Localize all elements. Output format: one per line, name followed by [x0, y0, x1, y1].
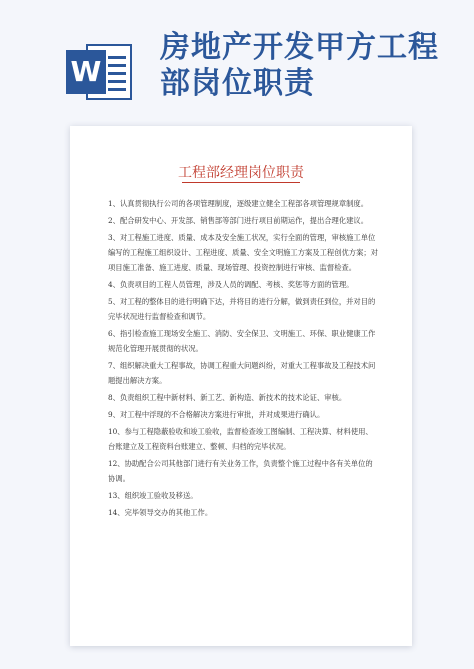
- document-page: [70, 126, 412, 646]
- header: [0, 0, 474, 120]
- duty-item: 14、完毕领导交办的其他工作。: [108, 508, 213, 517]
- duty-item: 4、负责项目的工程人员管理，涉及人员的调配、考核、奖惩等方面的管理。: [108, 280, 354, 289]
- duty-item: 12、协助配合公司其他部门进行有关业务工作，负责整个施工过程中各有关单位的协调。: [108, 459, 373, 483]
- title-underline: [182, 182, 300, 183]
- duty-item: 10、参与工程隐蔽验收和竣工验收，监督检查竣工图编制、工程决算、材料使用、台账建立及工程资料台账建立、整顿、归档的完毕状况。: [108, 427, 373, 451]
- document-title: 工程部经理岗位职责: [178, 165, 304, 181]
- duty-item: 5、对工程的整体目的进行明确下达，并将目的进行分解，做到责任到位，并对目的完毕状况进行监督检查和调节。: [108, 297, 376, 321]
- duty-item: 6、指引检查施工现场安全施工、消防、安全保卫、文明施工、环保、职业健康工作规范化管理开展贯彻的状况。: [108, 329, 376, 353]
- duty-list: [108, 196, 378, 522]
- duty-item: 3、对工程施工进度、质量、成本及安全施工状况，实行全面的管理，审核施工单位编写的工程施工组织设计、工程进度、质量、安全文明施工方案及工程创优方案；对项目施工准备、施工进度、质量、现场管理、投资控制进行审核、监督检查。: [108, 233, 378, 272]
- duty-item: 9、对工程中浮现的不合格解决方案进行审批，并对成果进行确认。: [108, 410, 325, 419]
- duty-item: 13、组织竣工验收及移送。: [108, 491, 198, 500]
- duty-item: 1、认真贯彻执行公司的各项管理制度，逐级建立健全工程部各项管理规章制度。: [108, 199, 369, 208]
- word-icon-badge: W: [66, 50, 106, 94]
- page-title: 房地产开发甲方工程部岗位职责: [160, 30, 439, 101]
- duty-item: 7、组织解决重大工程事故，协调工程重大问题纠纷，对重大工程事故及工程技术问题提出解决方案。: [108, 361, 376, 385]
- word-icon: [66, 40, 132, 104]
- duty-item: 2、配合研发中心、开发部、销售部等部门进行项目前期运作，提出合理化建议。: [108, 216, 369, 225]
- duty-item: 8、负责组织工程中新材料、新工艺、新构造、新技术的技术论证、审核。: [108, 393, 347, 402]
